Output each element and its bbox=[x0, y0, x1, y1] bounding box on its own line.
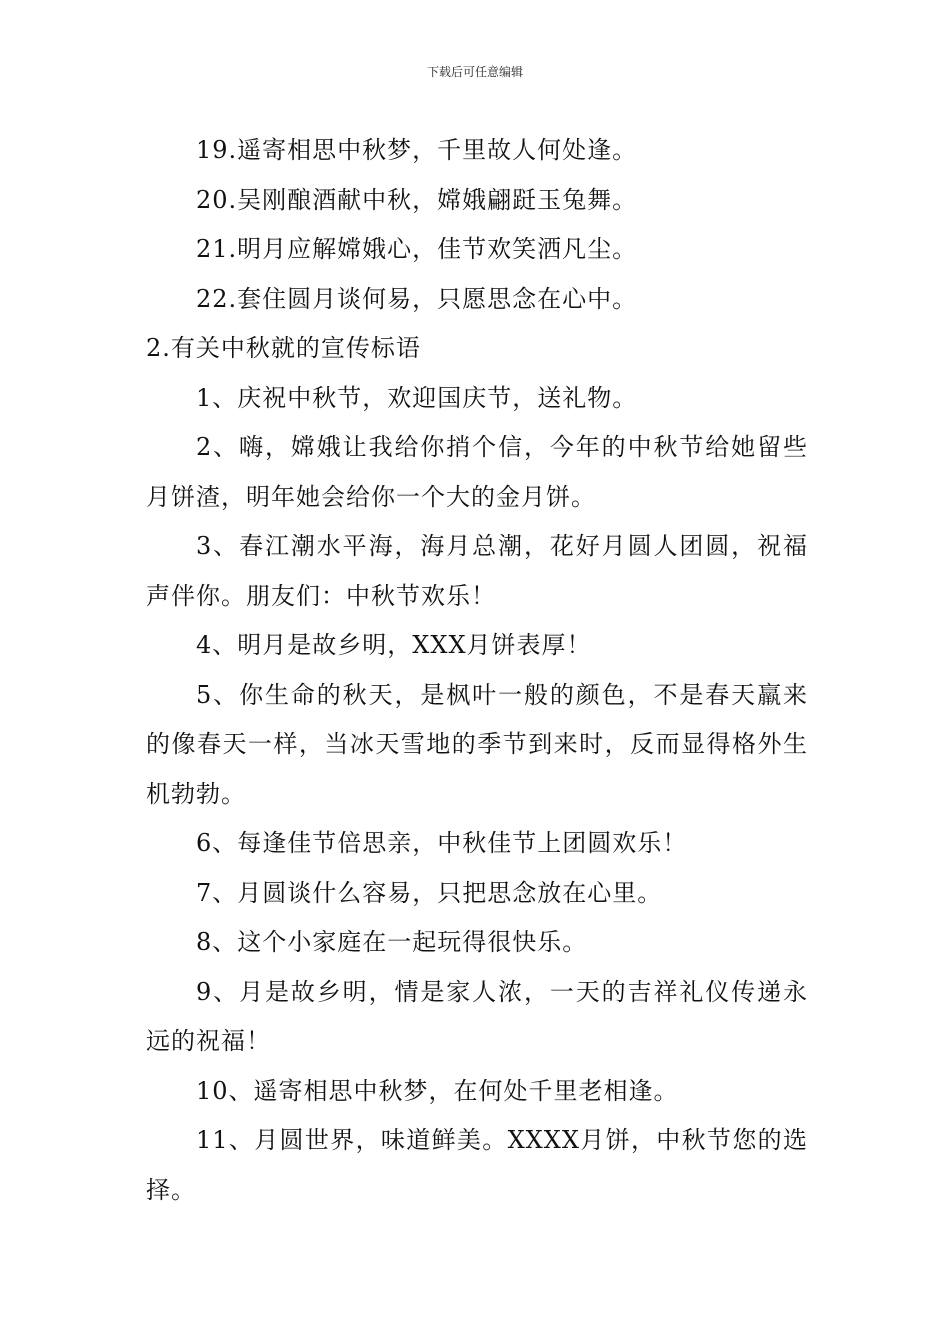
paragraph: 11、月圆世界，味道鲜美。XXXX月饼，中秋节您的选择。 bbox=[146, 1126, 808, 1204]
paragraph: 5、你生命的秋天，是枫叶一般的颜色，不是春天羸来的像春天一样，当冰天雪地的季节到来时，反而显得格外生机勃勃。 bbox=[146, 680, 808, 808]
paragraph: 21.明月应解嫦娥心，佳节欢笑洒凡尘。 bbox=[196, 235, 638, 263]
paragraph: 4、明月是故乡明，XXX月饼表厚！ bbox=[196, 631, 592, 659]
paragraph: 3、春江潮水平海，海月总潮，花好月圆人团圆，祝福声伴你。朋友们：中秋节欢乐！ bbox=[146, 532, 808, 610]
paragraph: 10、遥寄相思中秋梦，在何处千里老相逢。 bbox=[196, 1076, 679, 1105]
paragraph: 6、每逢佳节倍思亲，中秋佳节上团圆欢乐！ bbox=[196, 829, 688, 857]
paragraph: 8、这个小家庭在一起玩得很快乐。 bbox=[196, 928, 588, 956]
paragraph: 19.遥寄相思中秋梦，千里故人何处逢。 bbox=[196, 136, 638, 164]
paragraph: 22.套住圆月谈何易，只愿思念在心中。 bbox=[196, 284, 638, 313]
paragraph: 1、庆祝中秋节，欢迎国庆节，送礼物。 bbox=[196, 383, 638, 412]
section-heading: 2.有关中秋就的宣传标语 bbox=[146, 334, 421, 362]
document-body bbox=[146, 126, 808, 1215]
paragraph: 7、月圆谈什么容易，只把思念放在心里。 bbox=[196, 878, 663, 907]
paragraph: 2、嗨，嫦娥让我给你捎个信，今年的中秋节给她留些月饼渣，明年她会给你一个大的金月饼。 bbox=[146, 433, 808, 511]
paragraph: 9、月是故乡明，情是家人浓，一天的吉祥礼仪传递永远的祝福！ bbox=[146, 977, 808, 1055]
page-header-note: 下载后可任意编辑 bbox=[426, 65, 523, 79]
paragraph: 20.吴刚酿酒献中秋，嫦娥翩跹玉兔舞。 bbox=[196, 185, 638, 214]
